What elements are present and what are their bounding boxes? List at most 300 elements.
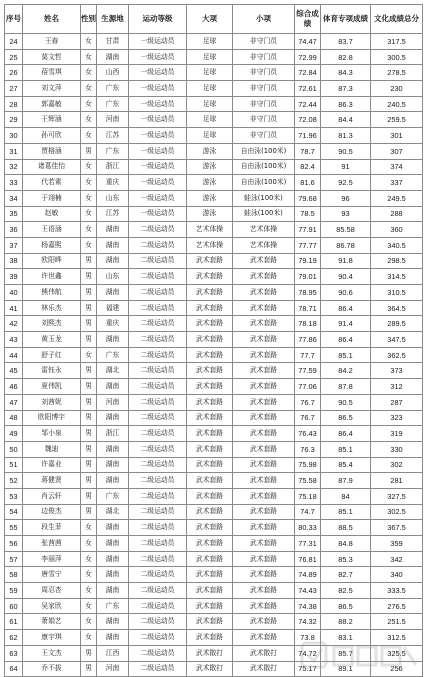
cell-level: 二级运动员 bbox=[129, 222, 187, 238]
table-row bbox=[5, 128, 423, 144]
cell-category: 足球 bbox=[187, 128, 233, 144]
cell-category: 武术套路 bbox=[187, 426, 233, 442]
cell-level: 二级运动员 bbox=[129, 598, 187, 614]
cell-item: 武术套路 bbox=[233, 379, 295, 395]
cell-sport: 84.3 bbox=[321, 65, 371, 81]
cell-origin: 河南 bbox=[97, 661, 129, 677]
cell-sex: 男 bbox=[81, 426, 97, 442]
header-category: 大项 bbox=[187, 5, 233, 34]
header-overall: 综合成绩 bbox=[295, 5, 321, 34]
cell-name: 舒子红 bbox=[23, 347, 81, 363]
cell-origin: 山东 bbox=[97, 190, 129, 206]
cell-sex: 女 bbox=[81, 206, 97, 222]
cell-item: 非守门员 bbox=[233, 49, 295, 65]
cell-item: 非守门员 bbox=[233, 34, 295, 50]
cell-id: 36 bbox=[5, 222, 23, 238]
cell-name: 肖云轩 bbox=[23, 488, 81, 504]
cell-id: 44 bbox=[5, 347, 23, 363]
cell-sex: 女 bbox=[81, 520, 97, 536]
cell-origin: 甘肃 bbox=[97, 34, 129, 50]
cell-item: 武术套路 bbox=[233, 394, 295, 410]
cell-item: 武术套路 bbox=[233, 488, 295, 504]
cell-category: 武术套路 bbox=[187, 614, 233, 630]
cell-origin: 湖南 bbox=[97, 567, 129, 583]
cell-name: 杨嘉煕 bbox=[23, 237, 81, 253]
cell-name: 许嘉业 bbox=[23, 457, 81, 473]
table-row bbox=[5, 222, 423, 238]
cell-overall: 78.18 bbox=[295, 316, 321, 332]
cell-origin: 湖南 bbox=[97, 473, 129, 489]
cell-name: 王辉涵 bbox=[23, 112, 81, 128]
cell-culture: 374 bbox=[371, 159, 423, 175]
table-row bbox=[5, 457, 423, 473]
cell-sex: 男 bbox=[81, 410, 97, 426]
cell-item: 非守门员 bbox=[233, 65, 295, 81]
cell-sex: 男 bbox=[81, 253, 97, 269]
cell-name: 欧阳晔 bbox=[23, 253, 81, 269]
cell-id: 59 bbox=[5, 583, 23, 599]
cell-category: 武术套路 bbox=[187, 583, 233, 599]
cell-name: 夏伟凯 bbox=[23, 379, 81, 395]
cell-id: 35 bbox=[5, 206, 23, 222]
cell-culture: 330 bbox=[371, 441, 423, 457]
cell-culture: 362.5 bbox=[371, 347, 423, 363]
header-sex: 性别 bbox=[81, 5, 97, 34]
cell-sport: 84.2 bbox=[321, 363, 371, 379]
header-name: 姓名 bbox=[23, 5, 81, 34]
cell-level: 二级运动员 bbox=[129, 316, 187, 332]
cell-origin: 广东 bbox=[97, 488, 129, 504]
cell-sex: 女 bbox=[81, 347, 97, 363]
cell-item: 武术套路 bbox=[233, 583, 295, 599]
cell-sport: 90.5 bbox=[321, 143, 371, 159]
cell-sex: 男 bbox=[81, 143, 97, 159]
cell-item: 武术套路 bbox=[233, 332, 295, 348]
cell-origin: 福建 bbox=[97, 300, 129, 316]
cell-item: 武术套路 bbox=[233, 300, 295, 316]
cell-sex: 女 bbox=[81, 598, 97, 614]
cell-overall: 74.7 bbox=[295, 504, 321, 520]
cell-origin: 重庆 bbox=[97, 316, 129, 332]
cell-culture: 325.5 bbox=[371, 645, 423, 661]
cell-name: 代若素 bbox=[23, 175, 81, 191]
cell-origin: 河南 bbox=[97, 112, 129, 128]
cell-sport: 86.4 bbox=[321, 300, 371, 316]
cell-sex: 女 bbox=[81, 65, 97, 81]
cell-sport: 92.5 bbox=[321, 175, 371, 191]
cell-level: 一级运动员 bbox=[129, 96, 187, 112]
cell-sex: 男 bbox=[81, 316, 97, 332]
cell-id: 40 bbox=[5, 285, 23, 301]
cell-sport: 96 bbox=[321, 190, 371, 206]
cell-item: 自由泳(100米) bbox=[233, 143, 295, 159]
cell-culture: 333.5 bbox=[371, 583, 423, 599]
table-row bbox=[5, 159, 423, 175]
cell-name: 刘茜妮 bbox=[23, 394, 81, 410]
cell-overall: 76.7 bbox=[295, 394, 321, 410]
cell-id: 26 bbox=[5, 65, 23, 81]
cell-origin: 广东 bbox=[97, 347, 129, 363]
cell-id: 37 bbox=[5, 237, 23, 253]
cell-category: 游泳 bbox=[187, 175, 233, 191]
table-row bbox=[5, 410, 423, 426]
cell-origin: 湖南 bbox=[97, 410, 129, 426]
cell-overall: 77.77 bbox=[295, 237, 321, 253]
cell-item: 艺术体操 bbox=[233, 222, 295, 238]
cell-level: 二级运动员 bbox=[129, 488, 187, 504]
cell-origin: 湖南 bbox=[97, 457, 129, 473]
cell-level: 一级运动员 bbox=[129, 112, 187, 128]
cell-item: 武术套路 bbox=[233, 285, 295, 301]
table-row bbox=[5, 567, 423, 583]
cell-sport: 87.3 bbox=[321, 81, 371, 97]
cell-sport: 86.78 bbox=[321, 237, 371, 253]
cell-id: 24 bbox=[5, 34, 23, 50]
cell-overall: 79.01 bbox=[295, 269, 321, 285]
cell-sex: 男 bbox=[81, 379, 97, 395]
cell-level: 一级运动员 bbox=[129, 65, 187, 81]
cell-level: 二级运动员 bbox=[129, 457, 187, 473]
cell-level: 二级运动员 bbox=[129, 410, 187, 426]
cell-culture: 317.5 bbox=[371, 34, 423, 50]
table-row bbox=[5, 316, 423, 332]
admission-score-table bbox=[4, 4, 423, 677]
cell-sport: 85.1 bbox=[321, 504, 371, 520]
cell-culture: 373 bbox=[371, 363, 423, 379]
cell-overall: 71.96 bbox=[295, 128, 321, 144]
cell-origin: 广东 bbox=[97, 96, 129, 112]
cell-id: 54 bbox=[5, 504, 23, 520]
cell-level: 二级运动员 bbox=[129, 237, 187, 253]
cell-sport: 84 bbox=[321, 488, 371, 504]
cell-sex: 男 bbox=[81, 332, 97, 348]
cell-id: 25 bbox=[5, 49, 23, 65]
cell-sex: 男 bbox=[81, 441, 97, 457]
cell-overall: 77.7 bbox=[295, 347, 321, 363]
cell-sex: 女 bbox=[81, 630, 97, 646]
cell-origin: 河南 bbox=[97, 394, 129, 410]
table-row bbox=[5, 65, 423, 81]
cell-category: 武术套路 bbox=[187, 300, 233, 316]
cell-origin: 山东 bbox=[97, 269, 129, 285]
cell-category: 武术散打 bbox=[187, 645, 233, 661]
cell-origin: 浙江 bbox=[97, 426, 129, 442]
cell-level: 二级运动员 bbox=[129, 473, 187, 489]
cell-item: 武术套路 bbox=[233, 363, 295, 379]
cell-sex: 女 bbox=[81, 175, 97, 191]
cell-sex: 男 bbox=[81, 285, 97, 301]
cell-category: 武术套路 bbox=[187, 441, 233, 457]
cell-category: 武术套路 bbox=[187, 520, 233, 536]
cell-category: 武术套路 bbox=[187, 598, 233, 614]
cell-culture: 259.5 bbox=[371, 112, 423, 128]
cell-id: 32 bbox=[5, 159, 23, 175]
cell-name: 熊伟航 bbox=[23, 285, 81, 301]
cell-item: 武术套路 bbox=[233, 316, 295, 332]
cell-category: 武术套路 bbox=[187, 567, 233, 583]
cell-name: 李丽萍 bbox=[23, 551, 81, 567]
cell-name: 张茜茜 bbox=[23, 536, 81, 552]
cell-sex: 男 bbox=[81, 394, 97, 410]
table-row bbox=[5, 112, 423, 128]
cell-culture: 298.5 bbox=[371, 253, 423, 269]
cell-item: 武术套路 bbox=[233, 630, 295, 646]
cell-item: 武术套路 bbox=[233, 520, 295, 536]
cell-category: 武术套路 bbox=[187, 332, 233, 348]
cell-sex: 女 bbox=[81, 190, 97, 206]
cell-id: 29 bbox=[5, 112, 23, 128]
cell-origin: 重庆 bbox=[97, 175, 129, 191]
cell-category: 武术套路 bbox=[187, 285, 233, 301]
cell-item: 武术套路 bbox=[233, 614, 295, 630]
cell-level: 二级运动员 bbox=[129, 347, 187, 363]
cell-id: 61 bbox=[5, 614, 23, 630]
cell-culture: 323 bbox=[371, 410, 423, 426]
cell-sport: 86.4 bbox=[321, 426, 371, 442]
cell-category: 武术套路 bbox=[187, 394, 233, 410]
cell-culture: 287 bbox=[371, 394, 423, 410]
cell-overall: 75.18 bbox=[295, 488, 321, 504]
cell-name: 欧阳博宇 bbox=[23, 410, 81, 426]
cell-id: 50 bbox=[5, 441, 23, 457]
cell-level: 一级运动员 bbox=[129, 206, 187, 222]
cell-level: 二级运动员 bbox=[129, 332, 187, 348]
cell-level: 一级运动员 bbox=[129, 34, 187, 50]
cell-id: 51 bbox=[5, 457, 23, 473]
cell-id: 28 bbox=[5, 96, 23, 112]
cell-item: 艺术体操 bbox=[233, 237, 295, 253]
cell-sport: 88.2 bbox=[321, 614, 371, 630]
cell-overall: 76.3 bbox=[295, 441, 321, 457]
cell-culture: 360 bbox=[371, 222, 423, 238]
cell-id: 52 bbox=[5, 473, 23, 489]
table-row bbox=[5, 583, 423, 599]
cell-id: 43 bbox=[5, 332, 23, 348]
cell-name: 许世鑫 bbox=[23, 269, 81, 285]
cell-sport: 90.6 bbox=[321, 285, 371, 301]
cell-category: 足球 bbox=[187, 96, 233, 112]
table-row bbox=[5, 363, 423, 379]
cell-name: 雷钰永 bbox=[23, 363, 81, 379]
table-row bbox=[5, 81, 423, 97]
cell-level: 二级运动员 bbox=[129, 583, 187, 599]
cell-sex: 男 bbox=[81, 457, 97, 473]
table-row bbox=[5, 34, 423, 50]
cell-culture: 276.5 bbox=[371, 598, 423, 614]
header-sport: 体育专项成绩 bbox=[321, 5, 371, 34]
cell-name: 吴家欣 bbox=[23, 598, 81, 614]
cell-overall: 77.59 bbox=[295, 363, 321, 379]
header-level: 运动等级 bbox=[129, 5, 187, 34]
cell-sex: 男 bbox=[81, 473, 97, 489]
cell-overall: 78.7 bbox=[295, 143, 321, 159]
cell-item: 蛙泳(100米) bbox=[233, 190, 295, 206]
cell-overall: 80.33 bbox=[295, 520, 321, 536]
cell-item: 武术套路 bbox=[233, 410, 295, 426]
cell-sex: 女 bbox=[81, 237, 97, 253]
cell-id: 38 bbox=[5, 253, 23, 269]
cell-level: 一级运动员 bbox=[129, 128, 187, 144]
cell-sport: 90.5 bbox=[321, 394, 371, 410]
cell-sport: 85.58 bbox=[321, 222, 371, 238]
table-row bbox=[5, 630, 423, 646]
cell-origin: 湖南 bbox=[97, 222, 129, 238]
cell-origin: 广东 bbox=[97, 81, 129, 97]
cell-level: 二级运动员 bbox=[129, 285, 187, 301]
table-row bbox=[5, 190, 423, 206]
cell-overall: 79.68 bbox=[295, 190, 321, 206]
cell-origin: 广东 bbox=[97, 143, 129, 159]
table-row bbox=[5, 269, 423, 285]
cell-overall: 73.8 bbox=[295, 630, 321, 646]
table-body bbox=[5, 34, 423, 677]
cell-id: 53 bbox=[5, 488, 23, 504]
cell-level: 二级运动员 bbox=[129, 536, 187, 552]
cell-category: 武术套路 bbox=[187, 379, 233, 395]
cell-sport: 91 bbox=[321, 159, 371, 175]
cell-sex: 女 bbox=[81, 567, 97, 583]
table-row bbox=[5, 661, 423, 677]
cell-level: 二级运动员 bbox=[129, 551, 187, 567]
cell-culture: 312.5 bbox=[371, 630, 423, 646]
cell-sport: 85.4 bbox=[321, 457, 371, 473]
cell-name: 郭嘉敏 bbox=[23, 96, 81, 112]
cell-sex: 男 bbox=[81, 645, 97, 661]
cell-name: 康宇琪 bbox=[23, 630, 81, 646]
cell-origin: 湖南 bbox=[97, 332, 129, 348]
cell-category: 足球 bbox=[187, 81, 233, 97]
cell-sport: 90.4 bbox=[321, 269, 371, 285]
cell-overall: 72.08 bbox=[295, 112, 321, 128]
header-id: 序号 bbox=[5, 5, 23, 34]
cell-overall: 72.99 bbox=[295, 49, 321, 65]
cell-culture: 278.5 bbox=[371, 65, 423, 81]
cell-culture: 364.5 bbox=[371, 300, 423, 316]
cell-sport: 93 bbox=[321, 206, 371, 222]
cell-category: 游泳 bbox=[187, 143, 233, 159]
cell-id: 41 bbox=[5, 300, 23, 316]
cell-origin: 湖北 bbox=[97, 363, 129, 379]
cell-sex: 女 bbox=[81, 551, 97, 567]
table-row bbox=[5, 143, 423, 159]
cell-name: 蒋健贤 bbox=[23, 473, 81, 489]
cell-sport: 86.5 bbox=[321, 598, 371, 614]
cell-culture: 251.5 bbox=[371, 614, 423, 630]
cell-sport: 91.8 bbox=[321, 253, 371, 269]
cell-item: 武术套路 bbox=[233, 253, 295, 269]
cell-level: 一级运动员 bbox=[129, 159, 187, 175]
cell-sport: 89.1 bbox=[321, 661, 371, 677]
cell-id: 57 bbox=[5, 551, 23, 567]
cell-overall: 72.44 bbox=[295, 96, 321, 112]
table-row bbox=[5, 504, 423, 520]
cell-item: 自由泳(100米) bbox=[233, 159, 295, 175]
cell-item: 武术套路 bbox=[233, 269, 295, 285]
cell-name: 孙可欣 bbox=[23, 128, 81, 144]
cell-level: 二级运动员 bbox=[129, 504, 187, 520]
cell-category: 游泳 bbox=[187, 159, 233, 175]
table-row bbox=[5, 614, 423, 630]
cell-item: 武术套路 bbox=[233, 598, 295, 614]
cell-level: 一级运动员 bbox=[129, 190, 187, 206]
cell-category: 艺术体操 bbox=[187, 237, 233, 253]
cell-overall: 77.91 bbox=[295, 222, 321, 238]
cell-id: 55 bbox=[5, 520, 23, 536]
cell-origin: 湖南 bbox=[97, 237, 129, 253]
cell-sport: 83.7 bbox=[321, 34, 371, 50]
cell-sex: 女 bbox=[81, 583, 97, 599]
cell-name: 段生菲 bbox=[23, 520, 81, 536]
cell-level: 一级运动员 bbox=[129, 81, 187, 97]
cell-id: 58 bbox=[5, 567, 23, 583]
table-row bbox=[5, 426, 423, 442]
cell-category: 武术套路 bbox=[187, 630, 233, 646]
table-row bbox=[5, 285, 423, 301]
cell-overall: 75.17 bbox=[295, 661, 321, 677]
cell-sex: 男 bbox=[81, 363, 97, 379]
cell-culture: 327.5 bbox=[371, 488, 423, 504]
cell-sport: 82.8 bbox=[321, 49, 371, 65]
cell-category: 武术套路 bbox=[187, 253, 233, 269]
cell-culture: 256 bbox=[371, 661, 423, 677]
cell-origin: 江苏 bbox=[97, 206, 129, 222]
cell-category: 武术套路 bbox=[187, 410, 233, 426]
cell-sex: 男 bbox=[81, 661, 97, 677]
cell-category: 武术套路 bbox=[187, 473, 233, 489]
cell-item: 非守门员 bbox=[233, 81, 295, 97]
cell-sex: 男 bbox=[81, 269, 97, 285]
table-row bbox=[5, 394, 423, 410]
cell-culture: 288 bbox=[371, 206, 423, 222]
cell-id: 45 bbox=[5, 363, 23, 379]
cell-name: 林乐杰 bbox=[23, 300, 81, 316]
cell-level: 一级运动员 bbox=[129, 49, 187, 65]
cell-overall: 74.38 bbox=[295, 598, 321, 614]
cell-name: 周忍杏 bbox=[23, 583, 81, 599]
cell-sex: 女 bbox=[81, 536, 97, 552]
cell-id: 48 bbox=[5, 410, 23, 426]
cell-overall: 78.95 bbox=[295, 285, 321, 301]
table-row bbox=[5, 237, 423, 253]
table-row bbox=[5, 645, 423, 661]
cell-origin: 山西 bbox=[97, 65, 129, 81]
cell-name: 王语涵 bbox=[23, 222, 81, 238]
table-row bbox=[5, 253, 423, 269]
cell-overall: 76.81 bbox=[295, 551, 321, 567]
cell-item: 武术套路 bbox=[233, 347, 295, 363]
cell-overall: 72.61 bbox=[295, 81, 321, 97]
cell-id: 30 bbox=[5, 128, 23, 144]
cell-id: 31 bbox=[5, 143, 23, 159]
cell-name: 赵敏 bbox=[23, 206, 81, 222]
cell-item: 自由泳(100米) bbox=[233, 175, 295, 191]
cell-culture: 347.5 bbox=[371, 332, 423, 348]
cell-sport: 85.1 bbox=[321, 347, 371, 363]
table-row bbox=[5, 379, 423, 395]
cell-overall: 76.7 bbox=[295, 410, 321, 426]
cell-sex: 女 bbox=[81, 614, 97, 630]
cell-name: 唐雪宁 bbox=[23, 567, 81, 583]
cell-id: 63 bbox=[5, 645, 23, 661]
cell-sex: 女 bbox=[81, 128, 97, 144]
cell-item: 武术套路 bbox=[233, 441, 295, 457]
table-row bbox=[5, 536, 423, 552]
cell-origin: 湖南 bbox=[97, 614, 129, 630]
cell-overall: 77.86 bbox=[295, 332, 321, 348]
table-row bbox=[5, 96, 423, 112]
cell-sport: 86.4 bbox=[321, 332, 371, 348]
cell-level: 二级运动员 bbox=[129, 630, 187, 646]
